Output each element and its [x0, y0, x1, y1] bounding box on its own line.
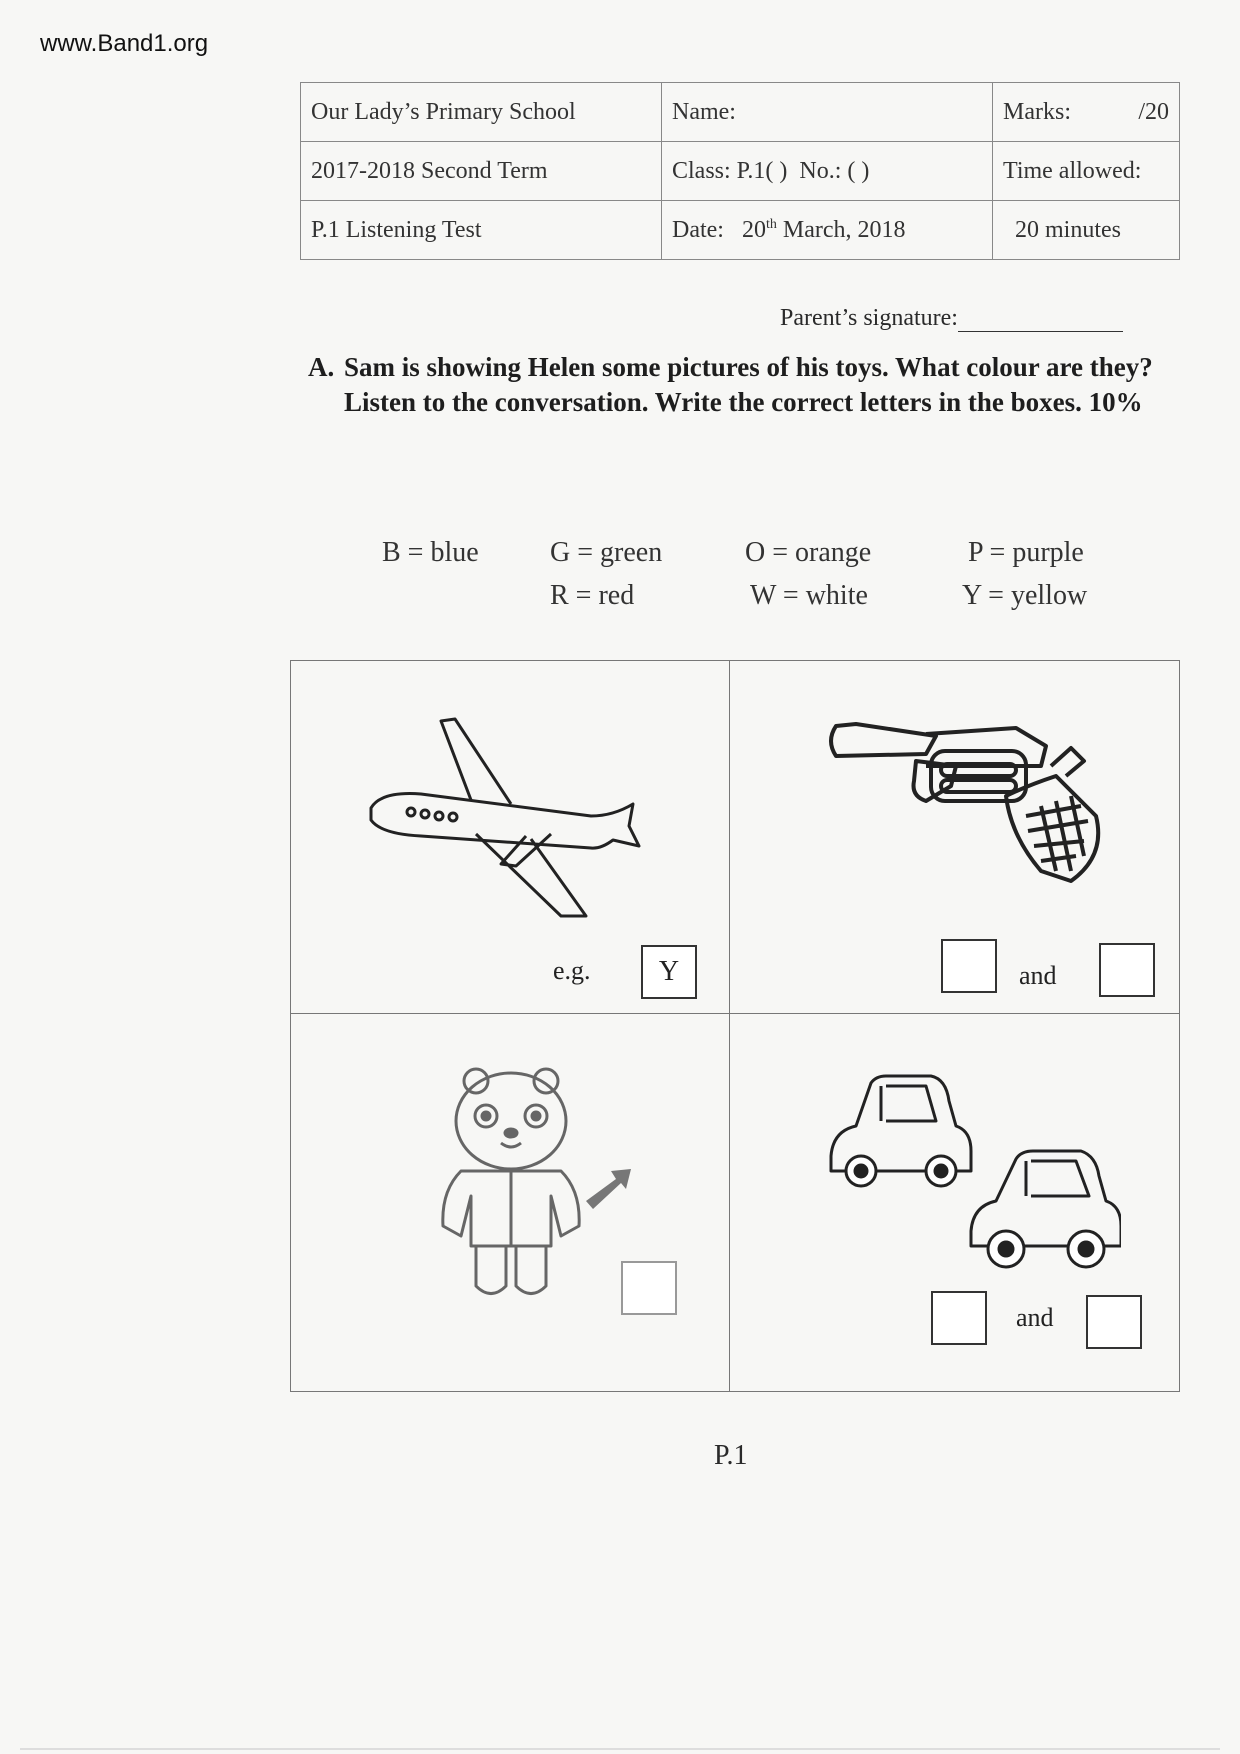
- parent-signature-label: Parent’s signature:: [780, 305, 958, 331]
- cars-answer-box-1[interactable]: [931, 1291, 987, 1345]
- school-name: Our Lady’s Primary School: [301, 83, 662, 142]
- page-number: P.1: [714, 1440, 748, 1471]
- toy-gun-icon: [816, 706, 1116, 906]
- cars-answer-box-2[interactable]: [1086, 1295, 1142, 1349]
- date-rest: March, 2018: [782, 216, 906, 243]
- cars-and-label: and: [1016, 1303, 1054, 1332]
- grid-divider-horizontal: [291, 1013, 1179, 1014]
- question-text: Sam is showing Helen some pictures of his toys. What colour are they? Listen to the conversation. Write the correct letters in the boxes. 10%: [344, 352, 1153, 417]
- number-label: No.: ( ): [799, 157, 870, 184]
- legend-white: W = white: [750, 580, 868, 611]
- bottom-divider: [20, 1748, 1220, 1750]
- name-field-label: Name:: [662, 83, 993, 142]
- date-day: 20: [741, 216, 766, 243]
- header-table: [300, 82, 1180, 260]
- legend-yellow: Y = yellow: [962, 580, 1088, 611]
- time-allowed-label: Time allowed:: [993, 142, 1180, 201]
- teddy-answer-box[interactable]: [621, 1261, 677, 1315]
- question-a: [308, 350, 1163, 420]
- signature-line[interactable]: [958, 309, 1123, 332]
- marks-label: Marks:: [1003, 98, 1071, 125]
- legend-green: G = green: [550, 537, 663, 568]
- airplane-answer-box: Y: [641, 945, 697, 999]
- time-allowed-value: 20 minutes: [993, 201, 1180, 260]
- question-number: A.: [308, 352, 335, 382]
- gun-and-label: and: [1019, 961, 1057, 990]
- cars-icon: [811, 1071, 1121, 1301]
- legend-blue: B = blue: [382, 537, 479, 568]
- test-name: P.1 Listening Test: [301, 201, 662, 260]
- legend-red: R = red: [550, 580, 635, 611]
- date-suffix: th: [765, 216, 777, 232]
- class-label: Class: P.1( ): [672, 157, 788, 184]
- date-label: Date:: [672, 216, 724, 243]
- grid-divider-vertical: [729, 661, 730, 1391]
- example-label: e.g.: [553, 956, 591, 985]
- parent-signature: [780, 305, 1123, 332]
- marks-cell: [993, 83, 1180, 142]
- marks-total: /20: [1138, 98, 1169, 125]
- watermark: www.Band1.org: [40, 30, 209, 57]
- airplane-icon: [351, 716, 651, 926]
- legend-purple: P = purple: [968, 537, 1084, 568]
- class-cell: [662, 142, 993, 201]
- picture-grid: [290, 660, 1180, 1392]
- legend-orange: O = orange: [745, 537, 872, 568]
- term: 2017-2018 Second Term: [301, 142, 662, 201]
- gun-answer-box-1[interactable]: [941, 939, 997, 993]
- gun-answer-box-2[interactable]: [1099, 943, 1155, 997]
- date-cell: [662, 201, 993, 260]
